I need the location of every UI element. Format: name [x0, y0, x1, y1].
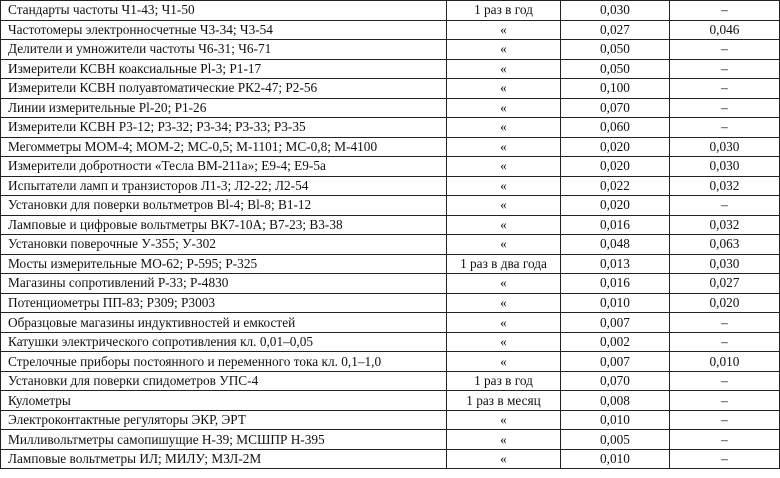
rate-value-cell: 0,050	[561, 59, 670, 79]
instrument-name-cell: Испытатели ламп и транзисторов Л1-3; Л2-22; Л2-54	[1, 176, 447, 196]
rate-value-secondary-cell: –	[670, 410, 780, 430]
rate-value-secondary-cell: 0,032	[670, 215, 780, 235]
instrument-name-cell: Ламповые и цифровые вольтметры ВК7-10А; В7-23; В3-38	[1, 215, 447, 235]
verification-period-cell: «	[447, 313, 561, 333]
verification-period-cell: «	[447, 235, 561, 255]
verification-period-cell: «	[447, 410, 561, 430]
verification-period-cell: «	[447, 430, 561, 450]
rate-value-secondary-cell: –	[670, 332, 780, 352]
instrument-name-cell: Милливольтметры самопишущие Н-39; МСШПР Н-395	[1, 430, 447, 450]
verification-period-cell: «	[447, 352, 561, 372]
instrument-name-cell: Магазины сопротивлений Р-33; Р-4830	[1, 274, 447, 294]
table-row	[1, 196, 780, 216]
instrument-name-cell: Электроконтактные регуляторы ЭКР, ЭРТ	[1, 410, 447, 430]
rate-value-secondary-cell: –	[670, 79, 780, 99]
table-row	[1, 176, 780, 196]
rate-value-cell: 0,100	[561, 79, 670, 99]
verification-period-cell: 1 раз в год	[447, 1, 561, 21]
rate-value-cell: 0,005	[561, 430, 670, 450]
rate-value-cell: 0,027	[561, 20, 670, 40]
table-row	[1, 79, 780, 99]
rate-value-secondary-cell: –	[670, 59, 780, 79]
verification-period-cell: «	[447, 98, 561, 118]
table-row	[1, 352, 780, 372]
rate-value-secondary-cell: 0,010	[670, 352, 780, 372]
instrument-name-cell: Установки поверочные У-355; У-302	[1, 235, 447, 255]
table-row	[1, 98, 780, 118]
rate-value-cell: 0,020	[561, 137, 670, 157]
instrument-name-cell: Измерители КСВН коаксиальные Pl-3; P1-17	[1, 59, 447, 79]
verification-period-cell: «	[447, 40, 561, 60]
rate-value-secondary-cell: 0,046	[670, 20, 780, 40]
verification-period-cell: 1 раз в год	[447, 371, 561, 391]
table-row	[1, 215, 780, 235]
verification-period-cell: «	[447, 118, 561, 138]
rate-value-cell: 0,020	[561, 157, 670, 177]
table-row	[1, 391, 780, 411]
table-row	[1, 137, 780, 157]
verification-period-cell: «	[447, 79, 561, 99]
table-row	[1, 313, 780, 333]
instrument-name-cell: Мегомметры МОМ-4; МОМ-2; МС-0,5; М-1101; МС-0,8; М-4100	[1, 137, 447, 157]
rate-value-cell: 0,048	[561, 235, 670, 255]
rate-value-cell: 0,013	[561, 254, 670, 274]
rate-value-cell: 0,050	[561, 40, 670, 60]
verification-period-cell: «	[447, 215, 561, 235]
instrument-name-cell: Мосты измерительные МО-62; Р-595; Р-325	[1, 254, 447, 274]
table-row	[1, 118, 780, 138]
table-row	[1, 293, 780, 313]
table-row	[1, 1, 780, 21]
instrument-name-cell: Делители и умножители частоты Ч6-31; Ч6-71	[1, 40, 447, 60]
rate-value-cell: 0,007	[561, 313, 670, 333]
rate-value-secondary-cell: 0,032	[670, 176, 780, 196]
verification-period-cell: «	[447, 196, 561, 216]
rate-value-cell: 0,010	[561, 449, 670, 469]
rate-value-secondary-cell: 0,063	[670, 235, 780, 255]
table-body	[1, 1, 780, 469]
table-row	[1, 371, 780, 391]
instrument-name-cell: Стандарты частоты Ч1-43; Ч1-50	[1, 1, 447, 21]
rate-value-cell: 0,007	[561, 352, 670, 372]
instrument-name-cell: Установки для поверки спидометров УПС-4	[1, 371, 447, 391]
instrument-name-cell: Установки для поверки вольтметров Bl-4; Bl-8; В1-12	[1, 196, 447, 216]
rate-value-cell: 0,070	[561, 371, 670, 391]
instrument-name-cell: Стрелочные приборы постоянного и переменного тока кл. 0,1–1,0	[1, 352, 447, 372]
instrument-name-cell: Измерители КСВН полуавтоматические РК2-47; Р2-56	[1, 79, 447, 99]
rate-value-cell: 0,016	[561, 215, 670, 235]
verification-period-cell: «	[447, 157, 561, 177]
verification-period-cell: «	[447, 20, 561, 40]
instrument-name-cell: Измерители добротности «Тесла ВМ-211а»; Е9-4; Е9-5а	[1, 157, 447, 177]
rate-value-cell: 0,010	[561, 410, 670, 430]
rate-value-secondary-cell: 0,020	[670, 293, 780, 313]
rate-value-secondary-cell: –	[670, 196, 780, 216]
instrument-name-cell: Катушки электрического сопротивления кл. 0,01–0,05	[1, 332, 447, 352]
rate-value-secondary-cell: 0,030	[670, 254, 780, 274]
rate-value-cell: 0,060	[561, 118, 670, 138]
verification-period-cell: «	[447, 274, 561, 294]
instrument-name-cell: Ламповые вольтметры ИЛ; МИЛУ; МЗЛ-2М	[1, 449, 447, 469]
verification-period-cell: «	[447, 332, 561, 352]
instrument-name-cell: Линии измерительные Pl-20; P1-26	[1, 98, 447, 118]
rate-value-secondary-cell: –	[670, 118, 780, 138]
instrument-name-cell: Кулометры	[1, 391, 447, 411]
instrument-name-cell: Образцовые магазины индуктивностей и емкостей	[1, 313, 447, 333]
rate-value-secondary-cell: –	[670, 1, 780, 21]
verification-period-cell: «	[447, 293, 561, 313]
table-row	[1, 430, 780, 450]
verification-period-cell: 1 раз в месяц	[447, 391, 561, 411]
rate-value-secondary-cell: –	[670, 430, 780, 450]
rate-value-secondary-cell: –	[670, 98, 780, 118]
table-row	[1, 157, 780, 177]
verification-period-cell: «	[447, 449, 561, 469]
table-row	[1, 449, 780, 469]
table-row	[1, 40, 780, 60]
rate-value-cell: 0,022	[561, 176, 670, 196]
table-row	[1, 20, 780, 40]
verification-period-cell: «	[447, 137, 561, 157]
rate-value-secondary-cell: 0,030	[670, 137, 780, 157]
instrument-name-cell: Потенциометры ПП-83; Р309; Р3003	[1, 293, 447, 313]
table-row	[1, 254, 780, 274]
table-row	[1, 274, 780, 294]
rate-value-cell: 0,030	[561, 1, 670, 21]
verification-period-cell: «	[447, 176, 561, 196]
table-row	[1, 235, 780, 255]
rate-value-cell: 0,016	[561, 274, 670, 294]
rate-value-cell: 0,002	[561, 332, 670, 352]
rate-value-secondary-cell: –	[670, 449, 780, 469]
table-row	[1, 59, 780, 79]
rate-value-cell: 0,070	[561, 98, 670, 118]
table-row	[1, 332, 780, 352]
instrument-name-cell: Частотомеры электронносчетные Ч3-34; Ч3-54	[1, 20, 447, 40]
rate-value-secondary-cell: –	[670, 40, 780, 60]
rate-value-secondary-cell: –	[670, 371, 780, 391]
verification-period-cell: 1 раз в два года	[447, 254, 561, 274]
rate-value-secondary-cell: –	[670, 313, 780, 333]
instrument-name-cell: Измерители КСВН Р3-12; Р3-32; Р3-34; Р3-33; Р3-35	[1, 118, 447, 138]
rate-value-secondary-cell: 0,030	[670, 157, 780, 177]
rate-value-cell: 0,020	[561, 196, 670, 216]
rate-value-secondary-cell: 0,027	[670, 274, 780, 294]
rate-value-cell: 0,010	[561, 293, 670, 313]
rate-value-secondary-cell: –	[670, 391, 780, 411]
verification-period-cell: «	[447, 59, 561, 79]
table-row	[1, 410, 780, 430]
rate-value-cell: 0,008	[561, 391, 670, 411]
